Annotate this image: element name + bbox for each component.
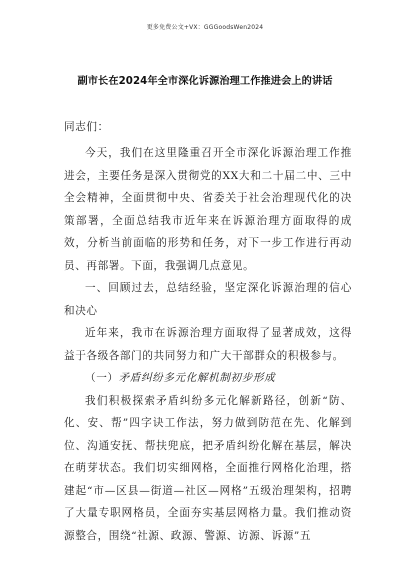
salutation: 同志们： bbox=[64, 121, 109, 133]
document-body bbox=[64, 116, 352, 547]
paragraph-subsection-1: 我们积极探索矛盾纠纷多元化解新路径，创新“防、化、安、帮”四字诀工作法，努力做到防范在先、化解到位、沟通安抚、帮扶兜底，把矛盾纠纷化解在基层，解决在萌芽状态。我们切实细网格，全面推行网格化治理，搭建起“市—区县—街道—社区—网格”五级治理架构，招聘了大量专职网格员，全面夯实基层网格力量。我们推动资源整合，围绕“社源、政源、警源、访源、诉源”五 bbox=[64, 394, 352, 542]
subheading-1 bbox=[64, 367, 352, 390]
section-heading-1: 一、回顾过去，总结经验，坚定深化诉源治理的信心和决心 bbox=[64, 282, 352, 317]
subheading-number: （一） bbox=[85, 372, 119, 384]
subheading-text: 矛盾纠纷多元化解机制初步形成 bbox=[118, 372, 276, 384]
header-note: 更多免费公文+VX：GGGoodsWen2024 bbox=[146, 24, 264, 31]
paragraph-section-1: 近年来，我市在诉源治理方面取得了显著成效，这得益于各级各部门的共同努力和广大干部群众的积极参与。 bbox=[64, 327, 352, 362]
paragraph-intro: 今天，我们在这里隆重召开全市深化诉源治理工作推进会，主要任务是深入贯彻党的XX大和二十届二中、三中全会精神，全面贯彻中央、省委关于社会治理现代化的决策部署，全面总结我市近年来在诉源治理方面取得的成效，分析当前面临的形势和任务，对下一步工作进行再动员、再部署。下面，我强调几点意见。 bbox=[64, 147, 352, 272]
document-title: 副市长在2024年全市深化诉源治理工作推进会上的讲话 bbox=[77, 76, 333, 87]
